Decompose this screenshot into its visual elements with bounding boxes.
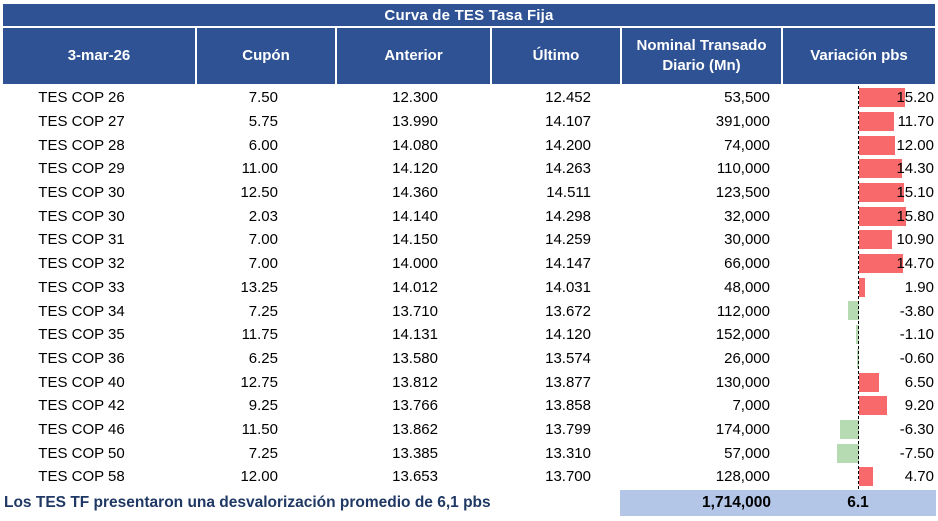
ultimo-cell: 13.672 [545, 302, 591, 320]
nominal-cell: 7,000 [732, 397, 770, 415]
nominal-cell: 174,000 [715, 420, 770, 438]
table-row [0, 465, 938, 489]
table-row [0, 133, 938, 157]
ultimo-cell: 13.877 [545, 373, 591, 391]
table-row [0, 394, 938, 418]
ultimo-cell: 14.147 [545, 255, 591, 273]
variacion-databar [859, 230, 892, 249]
nominal-cell: 74,000 [724, 136, 770, 154]
anterior-cell: 13.653 [392, 468, 438, 486]
cupon-cell: 11.75 [241, 326, 278, 344]
variacion-cell [781, 276, 938, 300]
variacion-cell [781, 465, 938, 489]
bond-name-cell: TES COP 35 [38, 326, 125, 344]
ultimo-cell: 13.799 [545, 420, 591, 438]
anterior-cell: 13.710 [392, 302, 438, 320]
anterior-cell: 13.990 [392, 113, 438, 131]
nominal-cell: 32,000 [724, 207, 770, 225]
variacion-databar [837, 444, 860, 463]
cupon-cell: 12.00 [240, 468, 278, 486]
variacion-databar [859, 467, 873, 486]
nominal-cell: 112,000 [716, 302, 770, 320]
variacion-cell [781, 157, 938, 181]
cupon-cell: 5.75 [248, 113, 278, 131]
nominal-cell: 123,500 [715, 184, 770, 202]
variacion-value: -3.80 [899, 302, 934, 320]
footer-note: Los TES TF presentaron una desvalorización promedio de 6,1 pbs [4, 494, 491, 511]
bond-name-cell: TES COP 50 [38, 444, 125, 462]
nominal-cell: 48,000 [724, 278, 770, 296]
variacion-value: 6.50 [904, 373, 934, 391]
table-row [0, 418, 938, 442]
header-date: 3-mar-26 [3, 28, 195, 84]
variacion-cell [781, 347, 938, 371]
variacion-value: -0.60 [899, 349, 934, 367]
variacion-value: 14.30 [896, 160, 934, 178]
cupon-cell: 6.25 [248, 349, 278, 367]
ultimo-cell: 14.031 [545, 278, 591, 296]
table-title: Curva de TES Tasa Fija [3, 4, 935, 26]
cupon-cell: 11.50 [241, 420, 278, 438]
bond-name-cell: TES COP 30 [38, 207, 125, 225]
cupon-cell: 2.03 [248, 207, 278, 225]
nominal-total: 1,714,000 [702, 494, 771, 511]
nominal-cell: 66,000 [724, 255, 770, 273]
variacion-value: 10.90 [896, 231, 934, 249]
anterior-cell: 13.385 [392, 444, 438, 462]
variacion-databar [859, 112, 894, 131]
variacion-zero-baseline [858, 86, 859, 489]
table-row [0, 86, 938, 110]
anterior-cell: 14.131 [392, 326, 438, 344]
table-row [0, 228, 938, 252]
variacion-value: 14.70 [896, 255, 934, 273]
bond-name-cell: TES COP 33 [38, 278, 125, 296]
variacion-value: 1.90 [904, 278, 934, 296]
bond-name-cell: TES COP 31 [38, 231, 125, 249]
header-variacion: Variación pbs [783, 28, 935, 84]
variacion-cell [781, 110, 938, 134]
table-body [0, 86, 938, 489]
table-row [0, 441, 938, 465]
variacion-databar [840, 420, 859, 439]
variacion-cell [781, 418, 938, 442]
nominal-cell: 130,000 [715, 373, 770, 391]
variacion-cell [781, 394, 938, 418]
anterior-cell: 13.766 [392, 397, 438, 415]
variacion-value: 11.70 [897, 113, 934, 131]
table-footer [0, 490, 938, 516]
variacion-databar [859, 373, 879, 392]
variacion-databar [859, 136, 895, 155]
ultimo-cell: 14.120 [545, 326, 591, 344]
variacion-cell [781, 441, 938, 465]
anterior-cell: 13.862 [392, 420, 438, 438]
cupon-cell: 12.50 [240, 184, 278, 202]
variacion-value: 15.10 [896, 184, 934, 202]
variacion-value: 12.00 [896, 136, 934, 154]
header-ultimo: Último [492, 28, 620, 84]
ultimo-cell: 14.200 [545, 136, 591, 154]
ultimo-cell: 14.263 [545, 160, 591, 178]
variacion-databar [859, 159, 902, 178]
table-header [3, 28, 935, 84]
cupon-cell: 7.25 [248, 444, 278, 462]
anterior-cell: 14.012 [392, 278, 438, 296]
bond-name-cell: TES COP 34 [38, 302, 125, 320]
ultimo-cell: 13.574 [545, 349, 591, 367]
anterior-cell: 14.080 [392, 136, 438, 154]
table-row [0, 370, 938, 394]
table-row [0, 323, 938, 347]
table-row [0, 347, 938, 371]
nominal-cell: 57,000 [724, 444, 770, 462]
header-anterior: Anterior [337, 28, 490, 84]
table-row [0, 204, 938, 228]
table-row [0, 252, 938, 276]
variacion-value: 9.20 [904, 397, 934, 415]
anterior-cell: 14.140 [392, 207, 438, 225]
variacion-value: 15.80 [896, 207, 934, 225]
bond-name-cell: TES COP 26 [38, 89, 125, 107]
variacion-databar [859, 396, 887, 415]
anterior-cell: 14.360 [392, 184, 438, 202]
anterior-cell: 12.300 [392, 89, 438, 107]
cupon-cell: 12.75 [240, 373, 278, 391]
cupon-cell: 7.00 [248, 255, 278, 273]
nominal-cell: 391,000 [715, 113, 770, 131]
nominal-cell: 53,500 [724, 89, 770, 107]
nominal-cell: 152,000 [715, 326, 770, 344]
bond-name-cell: TES COP 29 [38, 160, 125, 178]
variacion-average: 6.1 [847, 494, 869, 511]
variacion-value: 4.70 [904, 468, 934, 486]
cupon-cell: 11.00 [241, 160, 278, 178]
bond-name-cell: TES COP 27 [38, 113, 125, 131]
bond-name-cell: TES COP 40 [38, 373, 125, 391]
ultimo-cell: 14.259 [545, 231, 591, 249]
ultimo-cell: 13.858 [545, 397, 591, 415]
variacion-cell [781, 86, 938, 110]
cupon-cell: 9.25 [248, 397, 278, 415]
ultimo-cell: 14.298 [545, 207, 591, 225]
anterior-cell: 14.120 [392, 160, 438, 178]
anterior-cell: 14.000 [392, 255, 438, 273]
cupon-cell: 7.00 [248, 231, 278, 249]
anterior-cell: 13.812 [392, 373, 438, 391]
bond-name-cell: TES COP 58 [38, 468, 125, 486]
table-row [0, 110, 938, 134]
variacion-databar [859, 278, 865, 297]
bond-name-cell: TES COP 42 [38, 397, 125, 415]
table-row [0, 181, 938, 205]
variacion-value: -1.10 [899, 326, 934, 344]
bond-name-cell: TES COP 28 [38, 136, 125, 154]
cupon-cell: 7.50 [248, 89, 278, 107]
ultimo-cell: 13.700 [545, 468, 591, 486]
variacion-cell [781, 204, 938, 228]
anterior-cell: 13.580 [392, 349, 438, 367]
variacion-cell [781, 228, 938, 252]
variacion-cell [781, 252, 938, 276]
cupon-cell: 6.00 [248, 136, 278, 154]
footer-summary-band [620, 490, 936, 516]
nominal-cell: 30,000 [724, 231, 770, 249]
cupon-cell: 13.25 [240, 278, 278, 296]
ultimo-cell: 13.310 [545, 444, 591, 462]
bond-name-cell: TES COP 36 [38, 349, 125, 367]
table-row [0, 299, 938, 323]
ultimo-cell: 14.511 [546, 184, 591, 202]
variacion-cell [781, 323, 938, 347]
variacion-value: -6.30 [899, 420, 934, 438]
header-nominal: Nominal Transado Diario (Mn) [622, 28, 781, 84]
table-row [0, 276, 938, 300]
table-row [0, 157, 938, 181]
bond-name-cell: TES COP 32 [38, 255, 125, 273]
nominal-cell: 110,000 [716, 160, 770, 178]
ultimo-cell: 12.452 [545, 89, 591, 107]
bond-name-cell: TES COP 30 [38, 184, 125, 202]
variacion-cell [781, 181, 938, 205]
bond-name-cell: TES COP 46 [38, 420, 125, 438]
ultimo-cell: 14.107 [545, 113, 591, 131]
variacion-cell [781, 370, 938, 394]
anterior-cell: 14.150 [392, 231, 438, 249]
nominal-cell: 26,000 [724, 349, 770, 367]
header-cupon: Cupón [197, 28, 335, 84]
variacion-value: -7.50 [899, 444, 934, 462]
variacion-cell [781, 133, 938, 157]
nominal-cell: 128,000 [715, 468, 770, 486]
cupon-cell: 7.25 [248, 302, 278, 320]
variacion-cell [781, 299, 938, 323]
variacion-value: 15.20 [896, 89, 934, 107]
